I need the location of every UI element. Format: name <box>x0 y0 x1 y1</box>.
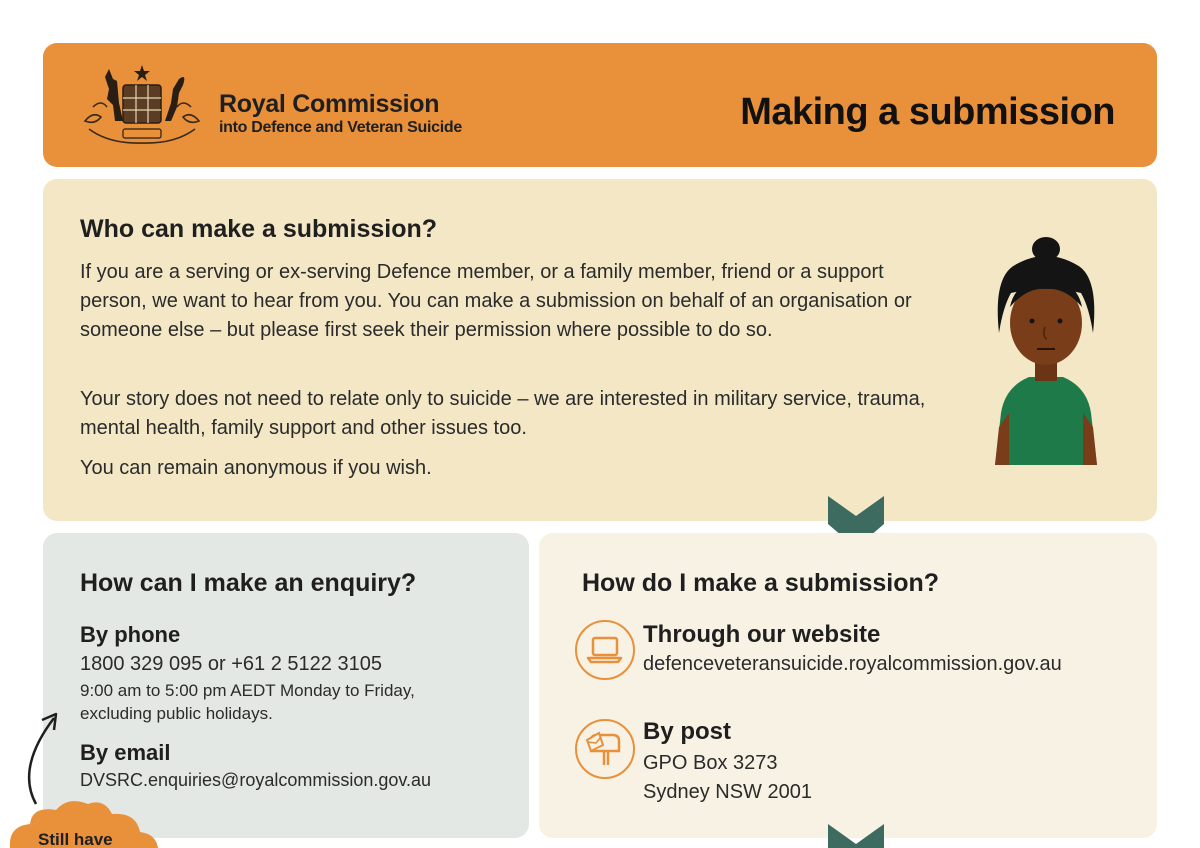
curved-arrow-icon <box>14 708 64 808</box>
website-url[interactable]: defenceveteransuicide.royalcommission.gov.au <box>643 653 1062 675</box>
postal-address-line-1: GPO Box 3273 <box>643 752 778 774</box>
laptop-icon <box>575 620 635 680</box>
phone-hours: 9:00 am to 5:00 pm AEDT Monday to Friday, excluding public holidays. <box>80 681 415 723</box>
org-name: Royal Commission <box>219 90 440 118</box>
email-address[interactable]: DVSRC.enquiries@royalcommission.gov.au <box>80 770 432 790</box>
callout-text: Still have <box>38 830 113 848</box>
who-paragraph-2: Your story does not need to relate only to suicide – we are interested in military service, trauma, mental health, family support and other issues too. <box>80 388 926 439</box>
person-illustration <box>985 237 1107 465</box>
phone-numbers[interactable]: 1800 329 095 or +61 2 5122 3105 <box>80 653 382 675</box>
website-heading: Through our website <box>643 621 881 648</box>
postal-address <box>643 749 812 807</box>
who-section <box>43 179 1157 521</box>
enquiry-heading: How can I make an enquiry? <box>80 569 417 597</box>
page-title: Making a submission <box>740 91 1115 133</box>
postal-address-line-2: Sydney NSW 2001 <box>643 781 812 803</box>
submission-section <box>539 533 1157 838</box>
post-heading: By post <box>643 718 732 745</box>
header-banner <box>43 43 1157 167</box>
mailbox-icon <box>575 719 635 779</box>
submission-heading: How do I make a submission? <box>582 569 940 597</box>
who-heading: Who can make a submission? <box>80 215 438 243</box>
chevron-down-icon <box>828 824 884 848</box>
enquiry-section <box>43 533 529 838</box>
who-paragraph-1: If you are a serving or ex-serving Defence member, or a family member, friend or a support person, we want to hear from you. You can make a submission on behalf of an organisation or someone else – but please first seek their permission where possible to do so. <box>80 261 912 341</box>
coat-of-arms-icon <box>79 59 205 151</box>
who-paragraph-3: You can remain anonymous if you wish. <box>80 457 432 479</box>
email-heading: By email <box>80 740 171 765</box>
org-subtitle: into Defence and Veteran Suicide <box>219 119 462 136</box>
phone-heading: By phone <box>80 622 181 647</box>
